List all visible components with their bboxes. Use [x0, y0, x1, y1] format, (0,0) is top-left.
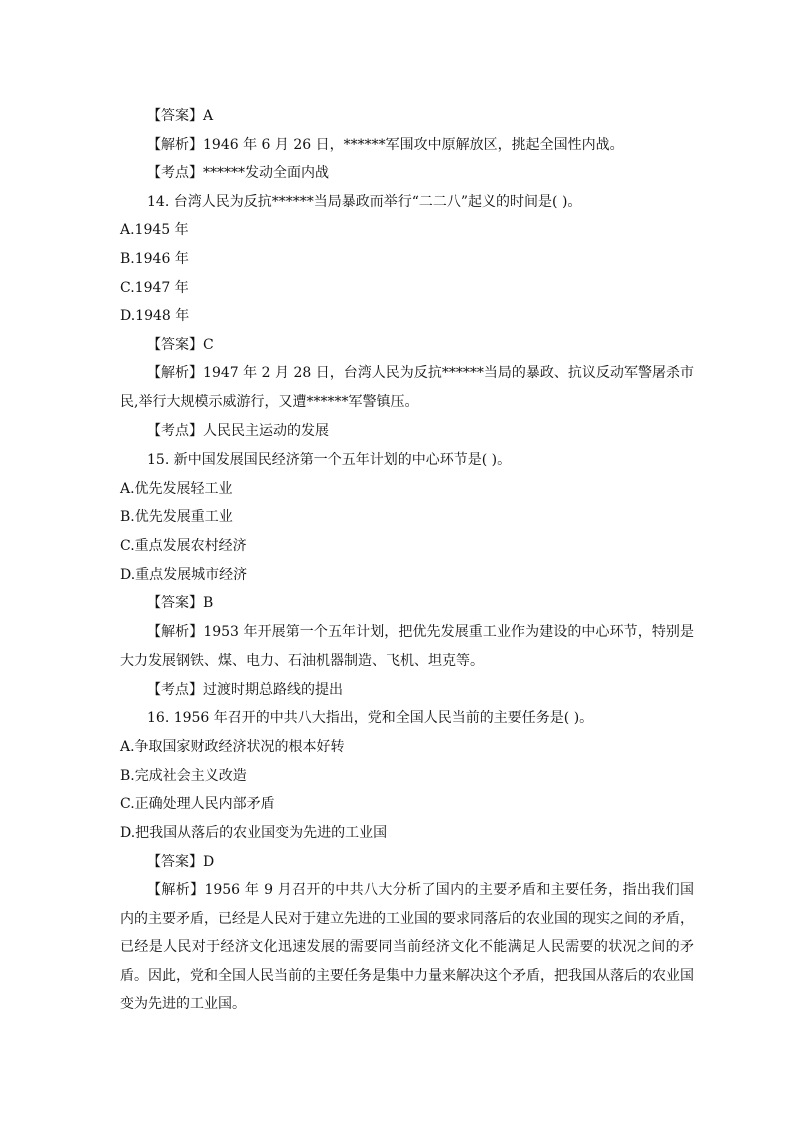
option-line: C.1947 年: [120, 280, 189, 296]
option-line: C.正确处理人民内部矛盾: [120, 796, 275, 812]
option-line: A.1945 年: [120, 222, 189, 238]
option-line: A.优先发展轻工业: [120, 481, 233, 497]
answer-line: 【答案】C: [147, 337, 214, 353]
option-line: C.重点发展农村经济: [120, 538, 247, 554]
answer-line: 【答案】B: [147, 595, 214, 611]
topic-line: 【考点】人民民主运动的发展: [147, 423, 329, 439]
answer-line: 【答案】D: [147, 854, 215, 870]
question-14: 14. 台湾人民为反抗******当局暴政而举行“二二八”起义的时间是( )。: [147, 194, 582, 210]
option-line: D.重点发展城市经济: [120, 567, 248, 583]
option-line: B.1946 年: [120, 251, 189, 267]
explanation-paragraph: 【解析】1956 年 9 月召开的中共八大分析了国内的主要矛盾和主要任务，指出我们国内的主要矛盾，已经是人民对于建立先进的工业国的要求同落后的农业国的现实之间的矛盾，已经是人民对于经济文化迅速发展的需要同当前经济文化不能满足人民需要的状况之间的矛盾。因此，党和全国人民当前的主要任务是集中力量来解决这个矛盾，把我国从落后的农业国变为先进的工业国。: [120, 882, 694, 1012]
question-15: 15. 新中国发展国民经济第一个五年计划的中心环节是( )。: [147, 452, 512, 468]
topic-line: 【考点】过渡时期总路线的提出: [147, 682, 343, 698]
explanation-paragraph: 【解析】1947 年 2 月 28 日，台湾人民为反抗******当局的暴政、抗议反动军警屠杀市民,举行大规模示威游行，又遭******军警镇压。: [120, 365, 694, 410]
topic-line: 【考点】******发动全面内战: [147, 165, 329, 181]
option-line: A.争取国家财政经济状况的根本好转: [120, 739, 345, 755]
option-line: B.完成社会主义改造: [120, 768, 247, 784]
option-line: D.1948 年: [120, 308, 190, 324]
question-16: 16. 1956 年召开的中共八大指出，党和全国人民当前的主要任务是( )。: [147, 710, 594, 726]
answer-line: 【答案】A: [147, 108, 214, 124]
explanation-paragraph: 【解析】1953 年开展第一个五年计划，把优先发展重工业作为建设的中心环节，特别是大力发展钢铁、煤、电力、石油机器制造、飞机、坦克等。: [120, 624, 694, 669]
explanation-line: 【解析】1946 年 6 月 26 日，******军围攻中原解放区，挑起全国性内战。: [147, 137, 624, 153]
option-line: D.把我国从落后的农业国变为先进的工业国: [120, 825, 388, 841]
option-line: B.优先发展重工业: [120, 509, 233, 525]
